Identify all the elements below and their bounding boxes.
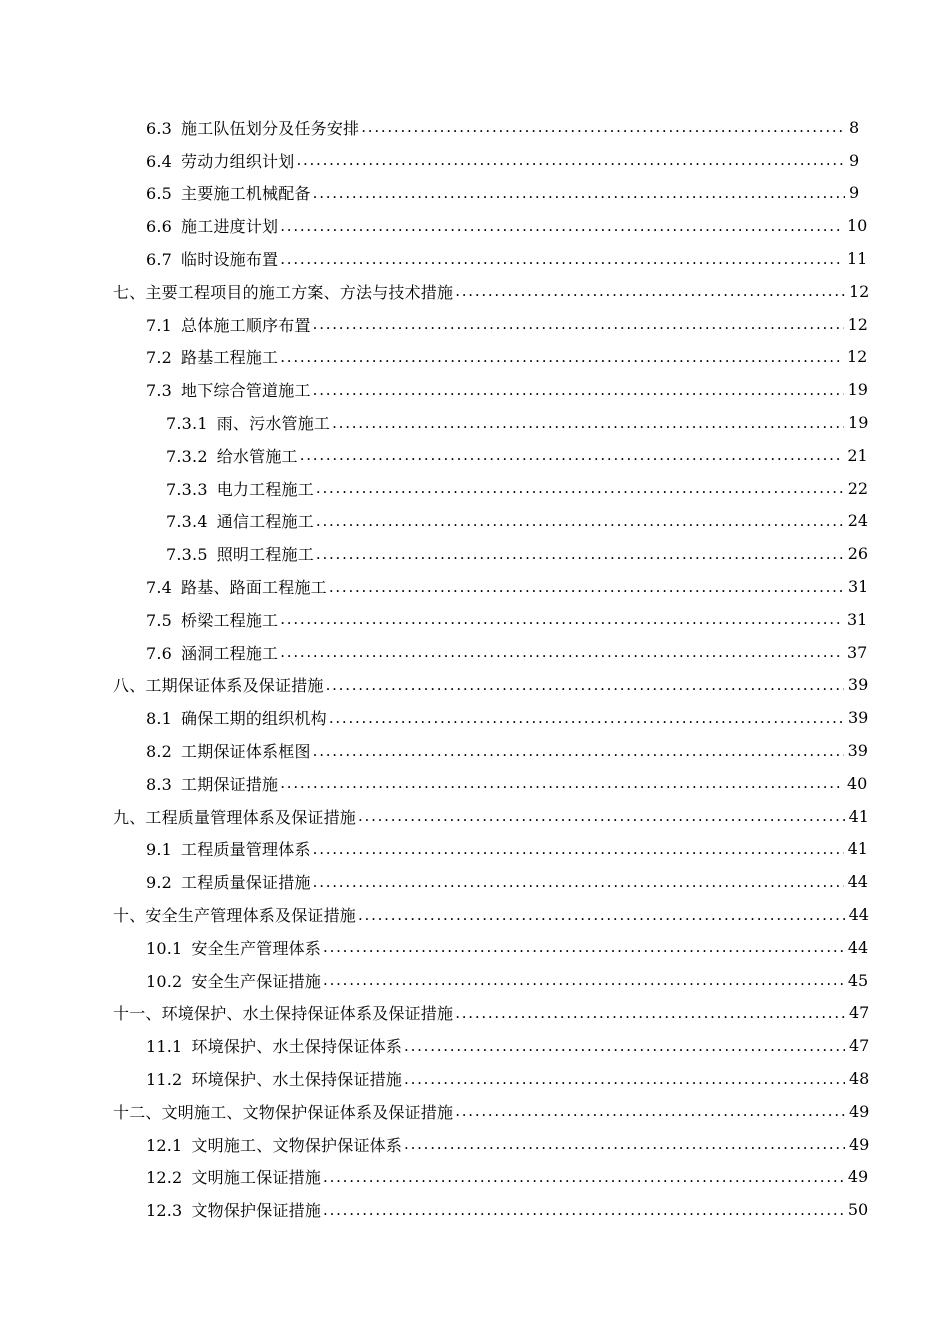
- toc-entry[interactable]: [0, 1095, 950, 1128]
- toc-entry[interactable]: [0, 242, 950, 275]
- toc-entry-number: 7.3.2: [166, 446, 208, 466]
- toc-entry-text: [146, 837, 311, 860]
- toc-entry[interactable]: [0, 275, 950, 308]
- toc-entry[interactable]: [0, 1128, 950, 1161]
- toc-entry-text: [166, 477, 314, 500]
- toc-entry-text: [146, 181, 311, 204]
- toc-entry-number: 6.5: [146, 184, 173, 204]
- toc-page-number: 47: [849, 1003, 870, 1023]
- toc-entry-number: 10.2: [146, 971, 183, 991]
- toc-entry-number: 6.6: [146, 217, 173, 237]
- toc-entry-number: 6.4: [146, 151, 173, 171]
- toc-dot-leader: [323, 971, 844, 989]
- toc-page-number: 26: [847, 544, 869, 564]
- toc-entry-text: [166, 509, 314, 532]
- toc-entry-text: [113, 805, 356, 828]
- toc-entry[interactable]: [0, 308, 950, 341]
- toc-page-number: 10: [846, 216, 868, 236]
- toc-entry-text: [146, 969, 321, 992]
- toc-entry[interactable]: [0, 439, 950, 472]
- toc-entry[interactable]: [0, 701, 950, 734]
- toc-entry[interactable]: [0, 472, 950, 505]
- toc-entry-text: [146, 936, 321, 959]
- toc-dot-leader: [455, 282, 845, 300]
- toc-dot-leader: [296, 151, 845, 169]
- toc-dot-leader: [358, 807, 845, 825]
- toc-entry-text: [146, 1165, 321, 1188]
- toc-entry-number: 10.1: [146, 938, 183, 958]
- toc-page-number: 48: [849, 1069, 870, 1088]
- toc-entry-title: 地下综合管道施工: [181, 381, 311, 401]
- toc-entry-title: 临时设施布置: [181, 250, 279, 270]
- toc-entry[interactable]: [0, 833, 950, 866]
- toc-dot-leader: [280, 348, 843, 366]
- toc-entry-title: 工期保证措施: [181, 774, 279, 794]
- toc-entry-text: [166, 411, 330, 434]
- toc-dot-leader: [313, 873, 844, 891]
- toc-entry-number: 7.3: [146, 381, 173, 401]
- toc-entry-title: 主要施工机械配备: [181, 184, 311, 204]
- toc-page-number: 39: [847, 741, 868, 761]
- toc-dot-leader: [300, 446, 844, 464]
- toc-entry-title: 文明施工、文物保护保证体系: [191, 1135, 403, 1155]
- toc-page-number: 50: [847, 1200, 869, 1220]
- toc-entry-number: 11.1: [146, 1037, 183, 1057]
- toc-entry-title: 施工进度计划: [181, 217, 279, 237]
- toc-entry-title: 雨、污水管施工: [216, 414, 331, 434]
- toc-entry-text: [146, 641, 278, 664]
- toc-dot-leader: [316, 512, 844, 530]
- toc-entry-text: [146, 313, 311, 336]
- toc-dot-leader: [361, 118, 845, 136]
- toc-entry[interactable]: [0, 865, 950, 898]
- toc-entry-title: 路基、路面工程施工: [181, 578, 327, 598]
- toc-page-number: 19: [848, 413, 869, 433]
- toc-entry-number: 9.2: [146, 873, 173, 893]
- toc-entry-title: 通信工程施工: [216, 512, 314, 532]
- toc-entry-title: 工程质量管理体系及保证措施: [145, 807, 357, 827]
- toc-entry[interactable]: [0, 505, 950, 538]
- toc-entry-text: [146, 706, 327, 729]
- toc-entry-text: [146, 575, 327, 598]
- toc-entry[interactable]: [0, 1062, 950, 1095]
- toc-entry[interactable]: [0, 636, 950, 669]
- toc-entry-number: 12.1: [146, 1135, 183, 1155]
- toc-entry-title: 文物保护保证措施: [191, 1201, 322, 1221]
- toc-page-number: 49: [847, 1167, 869, 1187]
- toc-entry-title: 安全生产管理体系及保证措施: [145, 906, 357, 926]
- toc-entry-number: 7.3.1: [166, 414, 208, 434]
- toc-entry[interactable]: [0, 570, 950, 603]
- toc-entry[interactable]: [0, 1193, 950, 1226]
- toc-entry-number: 8.1: [146, 709, 173, 729]
- toc-page-number: 9: [849, 150, 860, 170]
- toc-dot-leader: [455, 1102, 845, 1120]
- toc-entry[interactable]: [0, 1029, 950, 1062]
- toc-page-number: 44: [847, 872, 868, 892]
- toc-entry-title: 安全生产管理体系: [191, 938, 322, 958]
- toc-entry-title: 路基工程施工: [181, 348, 279, 368]
- toc-entry[interactable]: [0, 537, 950, 570]
- toc-entry-number: 十、: [113, 906, 146, 926]
- toc-dot-leader: [313, 742, 844, 760]
- toc-page-number: 40: [846, 773, 868, 793]
- toc-entry-number: 7.2: [146, 348, 173, 368]
- toc-entry-number: 7.1: [146, 315, 173, 335]
- toc-entry-text: [146, 214, 278, 237]
- table-of-contents: [0, 111, 950, 1226]
- toc-page-number: 24: [847, 511, 869, 531]
- toc-page-number: 8: [849, 117, 860, 137]
- toc-dot-leader: [316, 545, 844, 563]
- toc-page-number: 31: [846, 609, 868, 629]
- toc-page-number: 12: [847, 314, 868, 334]
- toc-entry[interactable]: [0, 373, 950, 406]
- toc-entry-title: 环境保护、水土保持保证措施: [191, 1070, 403, 1089]
- toc-entry-title: 主要工程项目的施工方案、方法与技术措施: [145, 282, 454, 302]
- toc-page-number: 12: [849, 281, 870, 301]
- toc-entry-text: [166, 444, 298, 467]
- toc-entry-text: [146, 378, 311, 401]
- toc-entry-number: 7.3.3: [166, 479, 208, 499]
- toc-dot-leader: [326, 676, 844, 694]
- toc-entry[interactable]: [0, 997, 950, 1030]
- toc-dot-leader: [313, 840, 844, 858]
- toc-entry-title: 文明施工、文物保护保证体系及保证措施: [161, 1102, 454, 1122]
- toc-dot-leader: [313, 381, 844, 399]
- toc-page-number: 37: [846, 642, 868, 662]
- toc-entry[interactable]: [0, 1161, 950, 1194]
- toc-entry-number: 九、: [113, 807, 146, 827]
- toc-page-number: 19: [847, 380, 868, 400]
- toc-dot-leader: [329, 709, 844, 727]
- toc-page-number: 44: [847, 937, 869, 957]
- toc-entry[interactable]: [0, 767, 950, 800]
- toc-dot-leader: [329, 578, 844, 596]
- toc-entry[interactable]: [0, 800, 950, 833]
- toc-entry-title: 总体施工顺序布置: [181, 315, 311, 335]
- toc-entry[interactable]: [0, 931, 950, 964]
- toc-entry[interactable]: [0, 177, 950, 210]
- toc-entry-title: 施工队伍划分及任务安排: [181, 118, 360, 138]
- toc-entry-text: [146, 772, 278, 795]
- toc-entry-title: 工程质量管理体系: [181, 840, 311, 860]
- toc-dot-leader: [280, 643, 843, 661]
- toc-page-number: 11: [846, 249, 868, 269]
- toc-entry-text: [166, 542, 314, 565]
- toc-entry-text: [146, 247, 278, 270]
- toc-entry-text: [146, 345, 278, 368]
- toc-entry-text: [113, 280, 453, 303]
- toc-entry-number: 八、: [113, 676, 146, 696]
- toc-entry-number: 12.2: [146, 1168, 183, 1188]
- toc-entry-number: 11.2: [146, 1070, 183, 1089]
- toc-entry-text: [113, 903, 356, 926]
- toc-page-number: 49: [849, 1134, 870, 1154]
- toc-entry-title: 电力工程施工: [216, 479, 314, 499]
- toc-entry-number: 7.5: [146, 610, 173, 630]
- toc-entry[interactable]: [0, 734, 950, 767]
- toc-entry-number: 12.3: [146, 1201, 183, 1221]
- toc-dot-leader: [404, 1135, 845, 1153]
- toc-entry-title: 环境保护、水土保持保证体系及保证措施: [161, 1004, 454, 1024]
- toc-entry-text: [113, 1100, 453, 1123]
- toc-entry-text: [146, 1133, 402, 1156]
- toc-page-number: 44: [848, 905, 869, 925]
- toc-entry-number: 7.6: [146, 643, 173, 663]
- toc-dot-leader: [313, 315, 844, 333]
- toc-entry-text: [146, 149, 294, 172]
- toc-dot-leader: [358, 906, 845, 924]
- toc-entry[interactable]: [0, 144, 950, 177]
- toc-page-number: 41: [848, 806, 869, 826]
- toc-page-number: 22: [847, 478, 869, 498]
- toc-entry-text: [113, 1001, 453, 1024]
- toc-dot-leader: [404, 1037, 845, 1055]
- toc-dot-leader: [280, 217, 843, 235]
- toc-entry-number: 8.2: [146, 742, 173, 762]
- toc-entry[interactable]: [0, 406, 950, 439]
- toc-dot-leader: [455, 1004, 845, 1022]
- toc-dot-leader: [280, 774, 843, 792]
- toc-entry-text: [146, 1034, 402, 1057]
- toc-entry-title: 工程质量保证措施: [181, 873, 311, 893]
- toc-entry-number: 十一、: [113, 1004, 162, 1024]
- toc-dot-leader: [323, 1168, 844, 1186]
- toc-entry-title: 文明施工保证措施: [191, 1168, 322, 1188]
- toc-page-number: 9: [849, 183, 860, 203]
- toc-entry-number: 9.1: [146, 840, 173, 860]
- toc-dot-leader: [332, 414, 844, 432]
- toc-entry-title: 给水管施工: [216, 446, 298, 466]
- toc-entry-number: 七、: [113, 282, 146, 302]
- toc-entry[interactable]: [0, 111, 950, 144]
- toc-page-number: 41: [847, 839, 868, 859]
- toc-entry-number: 8.3: [146, 774, 173, 794]
- toc-entry-text: [146, 608, 278, 631]
- toc-entry-title: 涵洞工程施工: [181, 643, 279, 663]
- toc-entry-text: [146, 1067, 402, 1090]
- toc-page-number: 21: [847, 445, 868, 465]
- toc-entry-text: [146, 870, 311, 893]
- toc-entry[interactable]: [0, 341, 950, 374]
- toc-entry-number: 7.3.4: [166, 512, 208, 532]
- toc-dot-leader: [280, 610, 843, 628]
- toc-entry-title: 环境保护、水土保持保证体系: [191, 1037, 403, 1057]
- toc-entry-title: 工期保证体系及保证措施: [145, 676, 324, 696]
- toc-dot-leader: [316, 479, 844, 497]
- toc-entry-title: 劳动力组织计划: [181, 151, 295, 171]
- toc-entry-title: 确保工期的组织机构: [181, 709, 327, 729]
- toc-entry-title: 桥梁工程施工: [181, 610, 279, 630]
- toc-entry-text: [113, 673, 324, 696]
- toc-entry-number: 7.4: [146, 578, 173, 598]
- toc-entry-text: [146, 116, 359, 139]
- toc-dot-leader: [323, 938, 844, 956]
- toc-page-number: 31: [847, 577, 869, 597]
- toc-page-number: 47: [849, 1036, 870, 1056]
- toc-page-number: 49: [849, 1101, 870, 1121]
- toc-entry-title: 照明工程施工: [216, 545, 314, 565]
- toc-entry-title: 安全生产保证措施: [191, 971, 322, 991]
- toc-entry-text: [146, 739, 311, 762]
- toc-page-number: 45: [847, 970, 869, 990]
- toc-entry-number: 十二、: [113, 1102, 162, 1122]
- toc-entry[interactable]: [0, 964, 950, 997]
- toc-dot-leader: [323, 1201, 844, 1219]
- toc-dot-leader: [280, 250, 843, 268]
- toc-page-number: 39: [847, 708, 869, 728]
- toc-entry[interactable]: [0, 898, 950, 931]
- toc-entry-number: 6.7: [146, 250, 173, 270]
- toc-page-number: 12: [846, 347, 868, 367]
- toc-dot-leader: [313, 184, 845, 202]
- toc-entry-title: 工期保证体系框图: [181, 742, 311, 762]
- toc-entry-text: [146, 1198, 321, 1221]
- toc-entry-number: 6.3: [146, 118, 173, 138]
- toc-entry-number: 7.3.5: [166, 545, 208, 565]
- toc-entry[interactable]: [0, 669, 950, 702]
- toc-entry[interactable]: [0, 209, 950, 242]
- toc-entry[interactable]: [0, 603, 950, 636]
- toc-dot-leader: [404, 1070, 845, 1088]
- toc-page-number: 39: [847, 675, 869, 695]
